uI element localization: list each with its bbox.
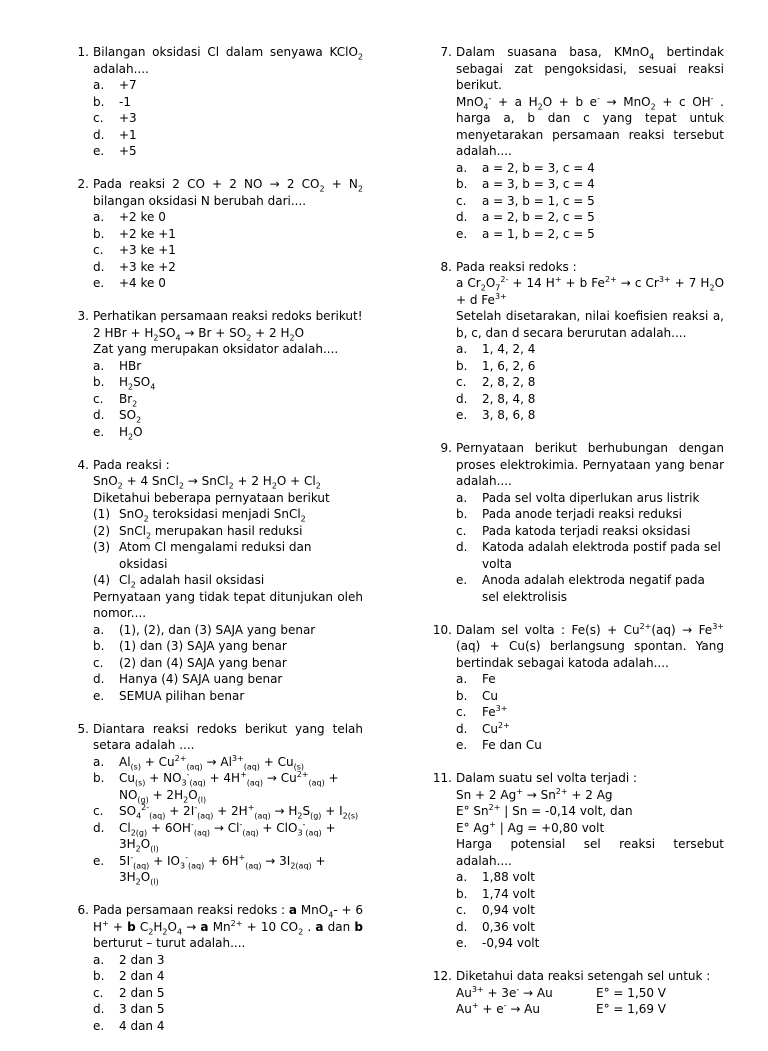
answer-option (456, 935, 724, 952)
question-2 (65, 176, 363, 292)
halfcell-reaction: $Au^{3+} + 3e^- \to Au$ (456, 984, 553, 1000)
option-letter: b. (456, 688, 468, 703)
option-text: Pada sel volta diperlukan arus listrik (482, 490, 700, 505)
question-stem: Pada reaksi redoks : (456, 259, 577, 274)
answer-option (93, 259, 363, 276)
question-number: 11. (432, 771, 452, 785)
question-number: 3. (77, 309, 89, 323)
statement-item (93, 539, 363, 572)
option-letter: c. (93, 655, 104, 670)
statement-number: (3) (93, 540, 110, 554)
question-3 (65, 308, 363, 440)
answer-option (456, 176, 724, 193)
halfcell-row (456, 985, 724, 1002)
statement-item (93, 572, 363, 589)
option-text: Pada katoda terjadi reaksi oksidasi (482, 523, 691, 538)
option-text: +2 ke +1 (119, 226, 176, 241)
statement-text: SnO$_2$ teroksidasi menjadi SnCl$_2$ (119, 507, 306, 524)
answer-option (93, 127, 363, 144)
answer-option (456, 209, 724, 226)
question-stem: Setelah disetarakan, nilai koefisien reaksi a, b, c, dan d secara berurutan adalah.... (456, 309, 724, 340)
option-text: +3 ke +2 (119, 259, 176, 274)
halfcell-potential: E° = 1,69 V (596, 1002, 667, 1016)
answer-option (93, 424, 363, 441)
answer-option (456, 919, 724, 936)
answer-option (93, 968, 363, 985)
option-letter: c. (93, 391, 104, 406)
option-letter: d. (456, 391, 468, 406)
answer-option (456, 869, 724, 886)
answer-option (93, 275, 363, 292)
question-stem: Sn + 2 $Ag^+ \to Sn^{2+} + 2$ Ag (456, 786, 613, 802)
option-letter: b. (93, 771, 105, 785)
option-text: Fe (482, 672, 496, 686)
option-text: $5I^-_{(aq)} + IO_3^-_{(aq)} + 6H^+_{(aq)} \to 3I_{2(aq)} + 3H_2O_{(l)}$ (119, 852, 326, 887)
answer-option (456, 902, 724, 919)
answer-option (93, 242, 363, 259)
option-text: 1,74 volt (482, 886, 536, 901)
answer-option (456, 160, 724, 177)
question-stem: Dalam sel volta : $Fe(s) + Cu^{2+}(aq) \to Fe^{3+}(aq) + Cu(s)$ berlangsung spontan. Yang bertindak sebagai katoda adalah.... (456, 621, 724, 670)
option-letter: d. (456, 919, 468, 934)
option-text: a = 2, b = 2, c = 5 (482, 210, 595, 224)
option-text: 2, 8, 4, 8 (482, 391, 536, 406)
question-stem: Diketahui data reaksi setengah sel untuk : (456, 969, 711, 983)
question-stem: Pernyataan berikut berhubungan dengan proses elektrokimia. Pernyataan yang benar adalah.... (456, 441, 724, 488)
option-text: +3 (119, 111, 137, 125)
answer-option (93, 985, 363, 1002)
option-text: 0,36 volt (482, 919, 536, 934)
answer-option (93, 358, 363, 375)
answer-option (93, 77, 363, 94)
answer-option (456, 358, 724, 375)
answer-option (93, 820, 363, 853)
option-text: 2 dan 5 (119, 985, 165, 1000)
option-letter: e. (93, 144, 105, 158)
option-letter: e. (456, 408, 468, 422)
option-letter: a. (93, 358, 105, 373)
answer-option (456, 226, 724, 243)
statement-text: SnCl$_2$ merupakan hasil reduksi (119, 523, 303, 540)
question-stem: Diketahui beberapa pernyataan berikut (93, 490, 330, 505)
answer-option (93, 638, 363, 655)
question-stem: Bilangan oksidasi Cl dalam senyawa KClO$_2$ adalah.... (93, 45, 363, 76)
answer-option (93, 655, 363, 672)
option-letter: a. (93, 78, 105, 92)
option-letter: b. (456, 507, 468, 521)
option-text: a = 1, b = 2, c = 5 (482, 226, 595, 241)
question-stem: Pada persamaan reaksi redoks : a MnO$_4$- + 6 H+ + b $C_2H_2O_4 \to a$ $Mn^{2+} + 10$ $CO_2$ . a dan b berturut – turut adalah.... (93, 903, 363, 950)
question-stem: E° Ag+ | Ag = +0,80 volt (456, 819, 605, 835)
answer-option (93, 143, 363, 160)
answer-option (93, 1018, 363, 1035)
option-text: Katoda adalah elektroda postif pada sel volta (482, 540, 721, 571)
option-letter: d. (456, 210, 468, 224)
option-letter: b. (93, 969, 105, 983)
option-letter: c. (456, 193, 467, 208)
option-letter: c. (93, 985, 104, 1000)
option-text: Pada anode terjadi reaksi reduksi (482, 507, 682, 521)
option-letter: e. (456, 226, 468, 241)
question-7 (428, 44, 724, 242)
option-letter: b. (93, 226, 105, 241)
answer-option (93, 226, 363, 243)
option-text: +5 (119, 144, 137, 158)
answer-option (93, 952, 363, 969)
option-letter: b. (456, 886, 468, 901)
option-text: Hanya (4) SAJA uang benar (119, 672, 283, 686)
answer-option (456, 671, 724, 688)
question-1 (65, 44, 363, 160)
question-number: 8. (440, 259, 452, 274)
option-letter: d. (456, 540, 468, 554)
option-letter: c. (93, 243, 104, 257)
question-11 (428, 770, 724, 952)
question-stem: Zat yang merupakan oksidator adalah.... (93, 342, 339, 356)
answer-option (456, 193, 724, 210)
question-stem: Dalam suatu sel volta terjadi : (456, 771, 638, 785)
option-text: Cu (482, 688, 498, 703)
statement-number: (4) (93, 573, 110, 587)
option-text: 4 dan 4 (119, 1018, 165, 1033)
statement-text: $Cl_2$ adalah hasil oksidasi (119, 573, 265, 590)
answer-option (456, 341, 724, 358)
question-5 (65, 721, 363, 886)
answer-option (456, 374, 724, 391)
option-text: $SO_4^{2-}_{(aq)} + 2I^-_{(aq)} + 2H^+_{(aq)} \to H_2S_{(g)} + I_{2(s)}$ (119, 803, 359, 821)
answer-option (456, 572, 724, 605)
option-text: -0,94 volt (482, 936, 540, 950)
option-text: +1 (119, 127, 137, 142)
option-letter: c. (456, 705, 467, 719)
option-letter: d. (93, 1002, 105, 1016)
answer-option (456, 704, 724, 721)
answer-option (93, 374, 363, 391)
answer-option (93, 209, 363, 226)
question-stem: Pada reaksi : (93, 457, 170, 472)
option-letter: c. (456, 375, 467, 389)
option-letter: b. (456, 177, 468, 191)
question-number: 12. (432, 969, 452, 983)
answer-option (93, 803, 363, 820)
answer-option (93, 391, 363, 408)
option-letter: d. (93, 259, 105, 274)
option-letter: d. (93, 127, 105, 142)
option-letter: e. (93, 424, 105, 439)
answer-option (93, 622, 363, 639)
option-letter: a. (456, 342, 468, 356)
option-text: (2) dan (4) SAJA yang benar (119, 655, 287, 670)
option-letter: a. (93, 952, 105, 967)
answer-option (456, 391, 724, 408)
option-letter: a. (456, 490, 468, 505)
option-text: $Cl_{2(g)} + 6OH^-_{(aq)} \to Cl^-_{(aq)} + ClO_3^-_{(aq)} + 3H_2O_{(l)}$ (119, 819, 336, 854)
question-4 (65, 457, 363, 705)
option-text: +3 ke +1 (119, 243, 176, 257)
question-number: 10. (432, 622, 452, 637)
question-stem: Pada reaksi 2 CO + 2 NO → 2 $CO_2 + N_2$ bilangan oksidasi N berubah dari.... (93, 177, 363, 208)
option-letter: a. (93, 210, 105, 224)
question-number: 9. (440, 441, 452, 455)
answer-option (456, 539, 724, 572)
question-stem: a $Cr_2O_7^{2-} + 14$ H+ + b $Fe^{2+} \to c$ $Cr^{3+} + 7$ $H_2O + d$ $Fe^{3+}$ (456, 275, 725, 307)
option-text: 3, 8, 6, 8 (482, 408, 536, 422)
statement-item (93, 523, 363, 540)
answer-option (93, 671, 363, 688)
answer-option (93, 110, 363, 127)
option-letter: e. (93, 853, 105, 868)
option-letter: e. (456, 936, 468, 950)
statement-text: Atom Cl mengalami reduksi dan oksidasi (119, 540, 312, 571)
question-number: 6. (77, 903, 89, 917)
option-text: +4 ke 0 (119, 276, 166, 290)
option-text: $Cu^{2+}$ (482, 720, 510, 736)
option-text: $H_2SO_4$ (119, 375, 156, 392)
option-text: a = 3, b = 1, c = 5 (482, 193, 595, 208)
answer-option (93, 1001, 363, 1018)
halfcell-potential: E° = 1,50 V (596, 985, 667, 1000)
question-stem: E° $Sn^{2+}$ | Sn = -0,14 volt, dan (456, 803, 633, 818)
option-text: SEMUA pilihan benar (119, 688, 245, 703)
question-number: 7. (440, 45, 452, 59)
answer-option (456, 407, 724, 424)
option-letter: a. (456, 160, 468, 175)
option-letter: c. (93, 804, 104, 818)
question-number: 5. (77, 721, 89, 736)
question-stem: SnO$_2$ + 4 SnCl$_2$ → SnCl$_2$ + 2 $H_2O + Cl_2$ (93, 474, 321, 491)
option-letter: c. (93, 111, 104, 125)
question-stem: Harga potensial sel reaksi tersebut adalah.... (456, 837, 724, 868)
answer-option (456, 506, 724, 523)
halfcell-reaction: Au+ + e- → Au (456, 1001, 540, 1016)
option-text: HBr (119, 358, 142, 373)
option-text: (1), (2), dan (3) SAJA yang benar (119, 622, 316, 637)
question-stem: Diantara reaksi redoks berikut yang telah setara adalah .... (93, 721, 363, 752)
answer-option (456, 688, 724, 705)
option-letter: e. (93, 1018, 105, 1033)
halfcell-row (456, 1001, 724, 1018)
question-12 (428, 968, 724, 1018)
option-text: $H_2O$ (119, 424, 143, 441)
option-text: 2 dan 4 (119, 969, 165, 983)
option-letter: b. (93, 639, 105, 653)
option-text: a = 3, b = 3, c = 4 (482, 177, 595, 191)
option-letter: e. (93, 276, 105, 290)
option-text: 1, 4, 2, 4 (482, 342, 536, 356)
answer-option (93, 94, 363, 111)
question-stem: Pernyataan yang tidak tepat ditunjukan oleh nomor.... (93, 589, 363, 620)
question-10 (428, 622, 724, 754)
option-letter: c. (456, 523, 467, 538)
answer-option (456, 737, 724, 754)
option-text: (1) dan (3) SAJA yang benar (119, 639, 287, 653)
option-text: +2 ke 0 (119, 210, 166, 224)
option-letter: a. (456, 672, 468, 686)
option-letter: b. (93, 94, 105, 109)
answer-option (93, 853, 363, 886)
statement-number: (1) (93, 507, 110, 521)
option-letter: d. (93, 408, 105, 422)
question-6 (65, 902, 363, 1034)
option-text: Fe dan Cu (482, 738, 542, 752)
option-letter: e. (93, 688, 105, 703)
statement-number: (2) (93, 523, 110, 538)
left-column (65, 44, 363, 1051)
answer-option (93, 770, 363, 803)
option-text: 1, 6, 2, 6 (482, 358, 536, 373)
question-9 (428, 440, 724, 605)
question-stem: Dalam suasana basa, KMnO$_4$ bertindak sebagai zat pengoksidasi, sesuai reaksi berikut. (456, 45, 724, 92)
option-text: 1,88 volt (482, 870, 536, 884)
answer-option (93, 407, 363, 424)
question-stem: Perhatikan persamaan reaksi redoks berikut! (93, 309, 363, 323)
option-letter: c. (456, 903, 467, 917)
question-number: 2. (77, 177, 89, 191)
option-letter: a. (456, 870, 468, 884)
option-text: $Br_2$ (119, 391, 138, 408)
option-letter: b. (93, 375, 105, 389)
question-8 (428, 259, 724, 424)
option-text: 2 dan 3 (119, 952, 165, 967)
answer-option (456, 490, 724, 507)
option-text: 3 dan 5 (119, 1002, 165, 1016)
statement-item (93, 506, 363, 523)
option-text: -1 (119, 94, 131, 109)
question-number: 4. (77, 457, 89, 472)
option-text: 0,94 volt (482, 903, 536, 917)
option-letter: d. (93, 820, 105, 835)
option-text: $SO_2$ (119, 408, 142, 425)
option-letter: e. (456, 573, 468, 587)
option-text: $Fe^{3+}$ (482, 704, 508, 719)
answer-option (456, 721, 724, 738)
option-letter: d. (93, 672, 105, 686)
option-text: Anoda adalah elektroda negatif pada sel elektrolisis (482, 573, 705, 604)
answer-option (456, 523, 724, 540)
question-stem: 2 HBr + $H_2SO_4 \to Br + SO_2 + 2$ $H_2O$ (93, 325, 305, 342)
option-text: +7 (119, 78, 137, 92)
option-letter: a. (93, 754, 105, 769)
option-text: $Al_{(s)} + Cu^{2+}_{(aq)} \to Al^{3+}_{(aq)} + Cu_{(s)}$ (119, 753, 305, 771)
right-column (428, 44, 724, 1034)
option-letter: e. (456, 738, 468, 752)
answer-option (93, 754, 363, 771)
option-letter: a. (93, 622, 105, 637)
answer-option (93, 688, 363, 705)
option-text: $Cu_{(s)} + NO_3^-_{(aq)} + 4H^+_{(aq)} \to Cu^{2+}_{(aq)} + NO_{(g)} + 2H_2O_{(l)}$ (119, 770, 339, 804)
option-letter: d. (456, 721, 468, 736)
question-number: 1. (77, 45, 89, 59)
answer-option (456, 886, 724, 903)
option-text: 2, 8, 2, 8 (482, 375, 536, 389)
option-text: a = 2, b = 3, c = 4 (482, 160, 595, 175)
question-stem: MnO$_4$- + a $H_2O + b$ e- → MnO$_2$ + c OH- . harga a, b dan c yang tepat untuk menyetarakan persamaan reaksi tersebut adalah.... (456, 93, 724, 158)
option-letter: b. (456, 358, 468, 373)
